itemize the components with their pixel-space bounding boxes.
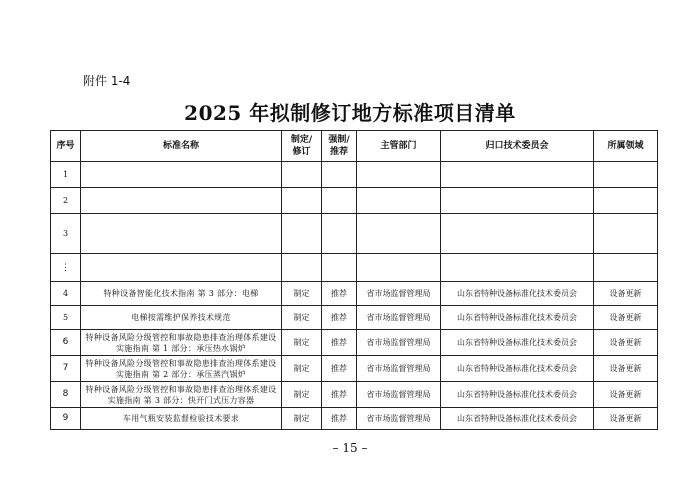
row-force: 推荐 (322, 306, 357, 330)
row-seq: 2 (51, 188, 81, 214)
table-row (51, 356, 658, 382)
row-seq: 3 (51, 214, 81, 254)
row-field: 设备更新 (594, 408, 658, 430)
row-type: 制定 (282, 408, 322, 430)
row-type: 制定 (282, 382, 322, 408)
row-committee: 山东省特种设备标准化技术委员会 (441, 282, 594, 306)
document-title: 2025 年拟制修订地方标准项目清单 (184, 101, 516, 125)
row-type: 制定 (282, 306, 322, 330)
row-committee: 山东省特种设备标准化技术委员会 (441, 330, 594, 356)
row-seq: 5 (51, 306, 81, 330)
row-dept: 省市场监督管理局 (357, 330, 441, 356)
row-field: 设备更新 (594, 330, 658, 356)
row-dept: 省市场监督管理局 (357, 382, 441, 408)
table-row (51, 254, 658, 282)
header-type (282, 131, 322, 162)
row-force: 推荐 (322, 282, 357, 306)
standards-table (50, 130, 658, 430)
page-number: – 15 – (332, 441, 368, 455)
row-field: 设备更新 (594, 282, 658, 306)
table-row (51, 408, 658, 430)
header-field: 所属领域 (594, 131, 658, 162)
header-force-line2: 推荐 (329, 147, 348, 157)
row-name: 特种设备智能化技术指南 第 3 部分：电梯 (81, 282, 282, 306)
row-name: 特种设备风险分级管控和事故隐患排查治理体系建设实施指南 第 3 部分：快开门式压力容器 (81, 382, 282, 408)
header-committee: 归口技术委员会 (441, 131, 594, 162)
table-row (51, 188, 658, 214)
table-row (51, 214, 658, 254)
header-force-line1: 强制/ (328, 135, 350, 145)
row-force: 推荐 (322, 382, 357, 408)
row-field: 设备更新 (594, 382, 658, 408)
row-committee: 山东省特种设备标准化技术委员会 (441, 408, 594, 430)
header-dept: 主管部门 (357, 131, 441, 162)
header-type-line2: 修订 (292, 147, 311, 157)
header-type-line1: 制定/ (290, 135, 313, 145)
header-seq: 序号 (51, 131, 81, 162)
row-force: 推荐 (322, 330, 357, 356)
row-seq: 4 (51, 282, 81, 306)
row-name: 特种设备风险分级管控和事故隐患排查治理体系建设实施指南 第 1 部分：承压热水锅炉 (81, 330, 282, 356)
row-name: 车用气瓶安装监督检验技术要求 (81, 408, 282, 430)
row-seq: 7 (51, 356, 81, 382)
row-committee: 山东省特种设备标准化技术委员会 (441, 382, 594, 408)
table-header-row (51, 131, 658, 162)
table-row (51, 382, 658, 408)
table-row (51, 282, 658, 306)
table-row (51, 330, 658, 356)
row-dept: 省市场监督管理局 (357, 306, 441, 330)
table-row (51, 306, 658, 330)
row-committee: 山东省特种设备标准化技术委员会 (441, 356, 594, 382)
table-row (51, 162, 658, 188)
row-dept: 省市场监督管理局 (357, 408, 441, 430)
header-force (322, 131, 357, 162)
row-seq: 9 (51, 408, 81, 430)
attachment-label: 附件 1-4 (83, 74, 131, 88)
row-name: 电梯按需维护保养技术规范 (81, 306, 282, 330)
row-committee: 山东省特种设备标准化技术委员会 (441, 306, 594, 330)
row-seq: 1 (51, 162, 81, 188)
row-type: 制定 (282, 356, 322, 382)
row-seq: 8 (51, 382, 81, 408)
row-seq: 6 (51, 330, 81, 356)
row-force: 推荐 (322, 408, 357, 430)
row-field: 设备更新 (594, 306, 658, 330)
row-force: 推荐 (322, 356, 357, 382)
row-field: 设备更新 (594, 356, 658, 382)
row-name: 特种设备风险分级管控和事故隐患排查治理体系建设实施指南 第 2 部分：承压蒸汽锅炉 (81, 356, 282, 382)
row-type: 制定 (282, 330, 322, 356)
header-name: 标准名称 (81, 131, 282, 162)
row-dept: 省市场监督管理局 (357, 356, 441, 382)
row-type: 制定 (282, 282, 322, 306)
row-seq-ellipsis: ⋮ (51, 254, 81, 282)
row-dept: 省市场监督管理局 (357, 282, 441, 306)
